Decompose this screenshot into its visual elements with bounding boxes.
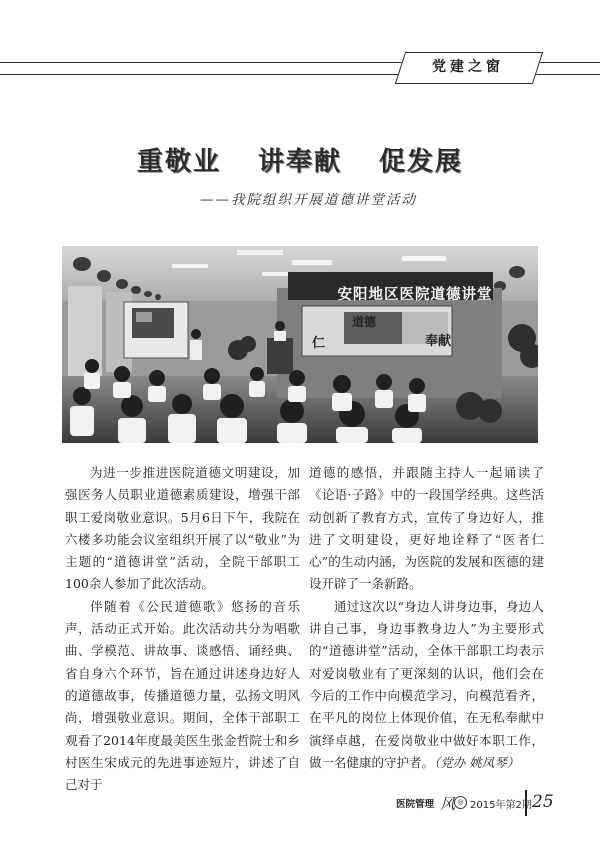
section-label: 党建之窗 xyxy=(432,59,504,75)
magazine-emblem-icon: ◎ xyxy=(454,796,467,809)
photo-board-daode: 道德 xyxy=(352,315,377,329)
page-number: 25 xyxy=(532,792,554,812)
paragraph-activities: 伴随着《公民道德歌》悠扬的音乐声，活动正式开始。此次活动共分为唱歌曲、学模范、讲故事、谈感悟、诵经典、省自身六个环节，旨在通过讲述身边好人的道德故事，传播道德力量，弘扬文明风尚，增强敬业意识。期间，全体干部职工观看了2014年度最美医生张金哲院士和乡村医生宋成元的先进事迹短片，讲述了自己对于 xyxy=(65,598,300,793)
magazine-mark: 风 xyxy=(440,795,456,813)
page-footer xyxy=(396,792,556,814)
photo-board-fengxian: 奉献 xyxy=(425,334,452,349)
photo-banner-text: 安阳地区医院道德讲堂 xyxy=(337,287,493,303)
author-signature: （党办 姚凤琴） xyxy=(434,754,520,770)
article-subtitle: ——我院组织开展道德讲堂活动 xyxy=(200,192,417,208)
photo-board-ren: 仁 xyxy=(312,336,326,351)
footer-divider xyxy=(525,790,527,816)
body-column-right xyxy=(309,462,544,774)
event-photo xyxy=(62,246,538,443)
issue-label: 2015年第2期 xyxy=(470,800,532,811)
article-title: 重敬业 讲奉献 促发展 xyxy=(136,147,464,177)
conclusion-text: 通过这次以“身边人讲身边事，身边人讲自己事，身边事教身边人”为主要形式的“道德讲堂”活动，全体干部职工均表示对爱岗敬业有了更深刻的认识，他们会在今后的工作中向模范学习，向模范看齐，在平凡的岗位上体现价值，在无私奉献中演绎卓越，在爱岗敬业中做好本职工作，做一名健康的守护者。 xyxy=(309,598,544,770)
paragraph-continuation: 道德的感悟，并跟随主持人一起诵读了《论语·子路》中的一段国学经典。这些活动创新了教育方式，宣传了身边好人，推进了文明建设，更好地诠释了“医者仁心”的生动内涵，为医院的发展和医德的建设开辟了一条新路。 xyxy=(309,465,544,592)
magazine-name: 医院管理 xyxy=(396,799,435,810)
body-column-left xyxy=(65,462,300,796)
paragraph-intro: 为进一步推进医院道德文明建设，加强医务人员职业道德素质建设，增强干部职工爱岗敬业意识。5月6日下午，我院在六楼多功能会议室组织开展了以“敬业”为主题的“道德讲堂”活动，全院干部职工100余人参加了此次活动。 xyxy=(65,465,300,592)
paragraph-conclusion xyxy=(309,596,544,774)
event-photo-drawing xyxy=(62,246,538,443)
